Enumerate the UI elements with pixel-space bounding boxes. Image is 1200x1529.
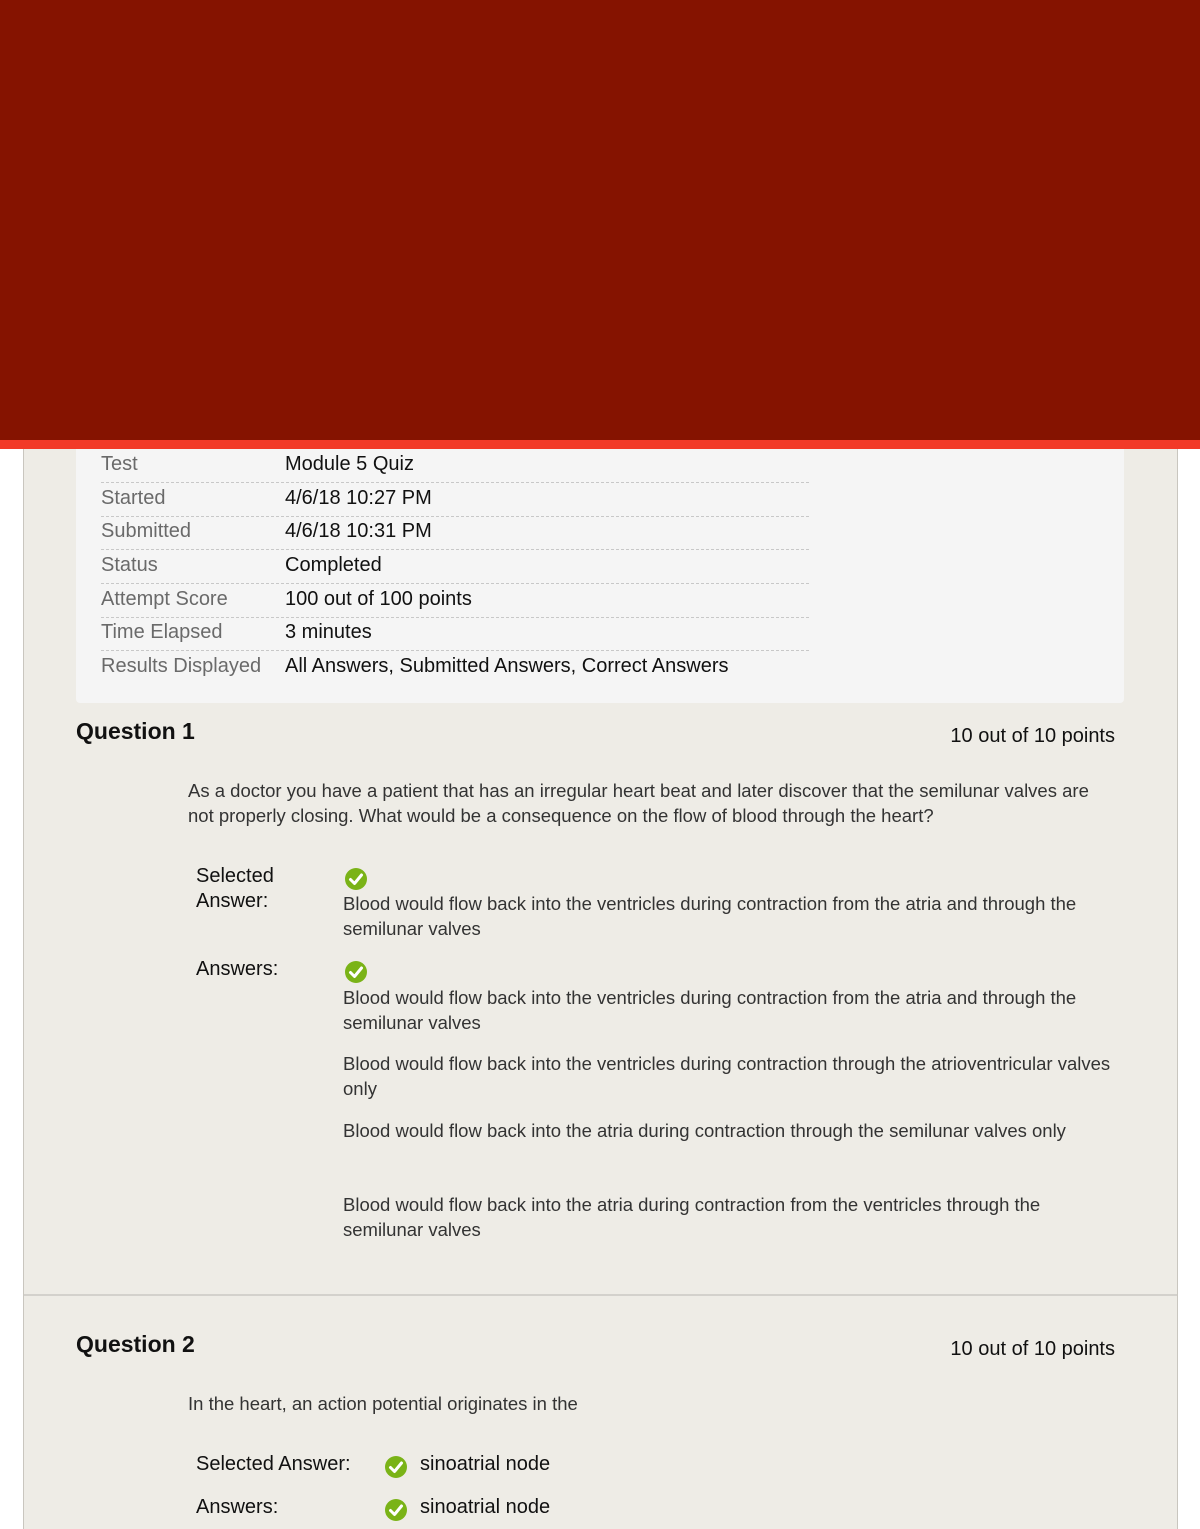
summary-value: Module 5 Quiz <box>285 453 414 475</box>
selected-answer-text: Blood would flow back into the ventricles during contraction from the atria and through the semilunar valves <box>343 893 1077 939</box>
question-2-title: Question 2 <box>76 1331 195 1357</box>
check-circle-icon <box>384 1455 408 1479</box>
summary-row-started <box>101 483 809 517</box>
summary-label: Submitted <box>101 520 192 542</box>
summary-value: Completed <box>285 554 382 576</box>
answer-option: sinoatrial node <box>420 1496 551 1518</box>
selected-answer-label: Selected Answer: <box>196 865 274 912</box>
answers-label: Answers: <box>196 1496 279 1518</box>
summary-row-attempt-score <box>101 584 809 618</box>
summary-value: All Answers, Submitted Answers, Correct Answers <box>285 655 729 677</box>
answer-option: Blood would flow back into the atria during contraction from the ventricles through the semilunar valves <box>343 1194 1041 1240</box>
summary-label: Started <box>101 487 166 509</box>
summary-row-time-elapsed <box>101 617 809 651</box>
summary-value: 4/6/18 10:31 PM <box>285 520 432 542</box>
question-2-points: 10 out of 10 points <box>950 1338 1115 1360</box>
summary-row-test <box>101 449 809 483</box>
summary-row-results-displayed <box>101 651 809 684</box>
summary-label: Attempt Score <box>101 588 228 610</box>
header-accent-stripe <box>0 440 1200 449</box>
summary-value: 3 minutes <box>285 621 372 643</box>
check-circle-icon <box>384 1498 408 1522</box>
attempt-summary <box>76 449 1124 703</box>
summary-row-submitted <box>101 516 809 550</box>
check-circle-icon <box>344 960 368 984</box>
question-1-points: 10 out of 10 points <box>950 725 1115 747</box>
answer-option: Blood would flow back into the ventricles during contraction from the atria and through the semilunar valves <box>343 987 1077 1033</box>
answer-option: Blood would flow back into the atria during contraction through the semilunar valves only <box>343 1120 1066 1141</box>
question-divider <box>24 1294 1177 1296</box>
question-1-title: Question 1 <box>76 718 195 744</box>
header-banner <box>0 0 1200 440</box>
selected-answer-text: sinoatrial node <box>420 1453 551 1475</box>
summary-value: 100 out of 100 points <box>285 588 472 610</box>
summary-label: Results Displayed <box>101 655 262 677</box>
summary-value: 4/6/18 10:27 PM <box>285 487 432 509</box>
test-results-page <box>23 449 1178 1529</box>
answers-label: Answers: <box>196 958 279 980</box>
question-2-text: In the heart, an action potential originates in the <box>188 1393 578 1414</box>
question-1-text: As a doctor you have a patient that has an irregular heart beat and later discover that the semilunar valves are not properly closing. What would be a consequence on the flow of blood through the heart? <box>188 780 1089 826</box>
summary-label: Test <box>101 453 138 475</box>
selected-answer-label: Selected Answer: <box>196 1453 351 1475</box>
summary-row-status <box>101 550 809 584</box>
check-circle-icon <box>344 867 368 891</box>
summary-label: Status <box>101 554 158 576</box>
answer-option: Blood would flow back into the ventricles during contraction through the atrioventricular valves only <box>343 1053 1111 1099</box>
summary-label: Time Elapsed <box>101 621 223 643</box>
